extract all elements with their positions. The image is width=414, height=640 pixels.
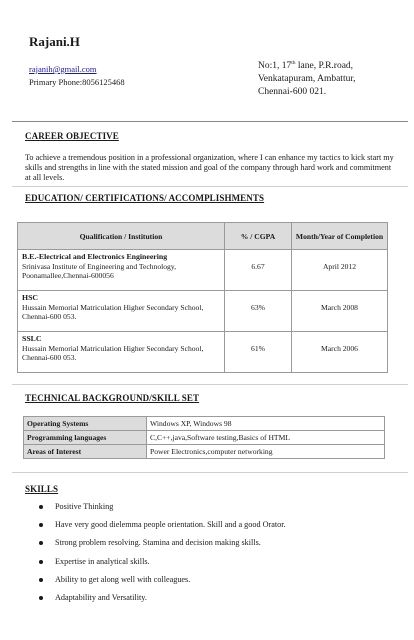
phone-number: Primary Phone:8056125468: [29, 77, 125, 87]
table-row: [18, 291, 388, 332]
skills-list: [38, 502, 286, 611]
technical-table: [23, 416, 385, 459]
skill-text: Have very good dielemma people orientation. Skill and a good Orator.: [55, 520, 286, 530]
skill-label: Operating Systems: [24, 417, 147, 431]
bullet-icon: [39, 505, 43, 509]
email-link[interactable]: rajanih@gmail.com: [29, 64, 97, 74]
list-item: [38, 538, 286, 556]
address-line-1-start: No:1, 17: [258, 61, 292, 72]
institution-name: Hussain Memorial Matriculation Higher Secondary School, Chennai-600 053.: [22, 343, 204, 363]
skill-value: Power Electronics,computer networking: [147, 445, 385, 459]
institution-name: Srinivasa Institute of Engineering and Technology, Poonamallee,Chennai-600056: [22, 261, 177, 281]
skill-text: Expertise in analytical skills.: [55, 556, 150, 566]
bullet-icon: [39, 596, 43, 600]
bullet-icon: [39, 578, 43, 582]
bullet-icon: [39, 523, 43, 527]
bullet-icon: [39, 560, 43, 564]
education-heading: EDUCATION/ CERTIFICATIONS/ ACCOMPLISHMENTS: [25, 193, 265, 203]
score-cell: 63%: [225, 291, 292, 332]
skills-heading: SKILLS: [25, 484, 59, 494]
institution-name: Hussain Memorial Matriculation Higher Secondary School, Chennai-600 053.: [22, 302, 204, 322]
education-col-qualification: Qualification / Institution: [18, 223, 225, 250]
candidate-name: Rajani.H: [29, 34, 80, 49]
date-cell: April 2012: [292, 250, 388, 291]
degree-name: B.E.-Electrical and Electronics Engineering: [22, 252, 168, 261]
address-block: [258, 57, 408, 99]
list-item: [38, 575, 286, 593]
table-row: [24, 445, 385, 459]
education-col-score: % / CGPA: [225, 223, 292, 250]
skill-label: Areas of Interest: [24, 445, 147, 459]
bullet-icon: [39, 541, 43, 545]
table-row: [18, 332, 388, 373]
list-item: [38, 593, 286, 611]
list-item: [38, 502, 286, 520]
skill-text: Ability to get along well with colleagues.: [55, 574, 191, 584]
skill-label: Programming languages: [24, 431, 147, 445]
education-cell-qualification: [18, 291, 225, 332]
date-cell: March 2006: [292, 332, 388, 373]
header-divider: [12, 121, 408, 122]
address-line-2: Venkatapuram, Ambattur,: [258, 74, 356, 85]
skill-value: Windows XP, Windows 98: [147, 417, 385, 431]
score-cell: 6.67: [225, 250, 292, 291]
education-table: [17, 222, 388, 373]
table-row: [24, 431, 385, 445]
list-item: [38, 557, 286, 575]
education-header-row: [18, 223, 388, 250]
table-row: [24, 417, 385, 431]
technical-heading: TECHNICAL BACKGROUND/SKILL SET: [25, 393, 200, 403]
education-col-date: Month/Year of Completion: [292, 223, 388, 250]
degree-name: HSC: [22, 293, 39, 302]
degree-name: SSLC: [22, 334, 42, 343]
career-objective-text: To achieve a tremendous position in a professional organization, where I can enhance my tactics to kick start my skills and strengths in line with the stated mission and goal of the company through hard work and commitment at all levels.: [25, 153, 394, 182]
skill-text: Strong problem resolving. Stamina and decision making skills.: [55, 538, 261, 548]
address-line-3: Chennai-600 021.: [258, 87, 327, 98]
address-line-1: [258, 57, 408, 73]
list-item: [38, 520, 286, 538]
table-row: [18, 250, 388, 291]
date-cell: March 2008: [292, 291, 388, 332]
skill-text: Adaptability and Versatility.: [55, 592, 147, 602]
address-line-1-sup: th: [291, 60, 296, 66]
skill-value: C,C++,java,Software testing,Basics of HTML: [147, 431, 385, 445]
section-divider: [12, 186, 408, 187]
education-cell-qualification: [18, 250, 225, 291]
address-line-1-end: lane, P.R.road,: [295, 61, 354, 72]
skill-text: Positive Thinking: [55, 502, 114, 511]
section-divider: [12, 472, 408, 473]
section-divider: [12, 384, 408, 385]
score-cell: 61%: [225, 332, 292, 373]
career-objective-heading: CAREER OBJECTIVE: [25, 131, 119, 141]
education-cell-qualification: [18, 332, 225, 373]
